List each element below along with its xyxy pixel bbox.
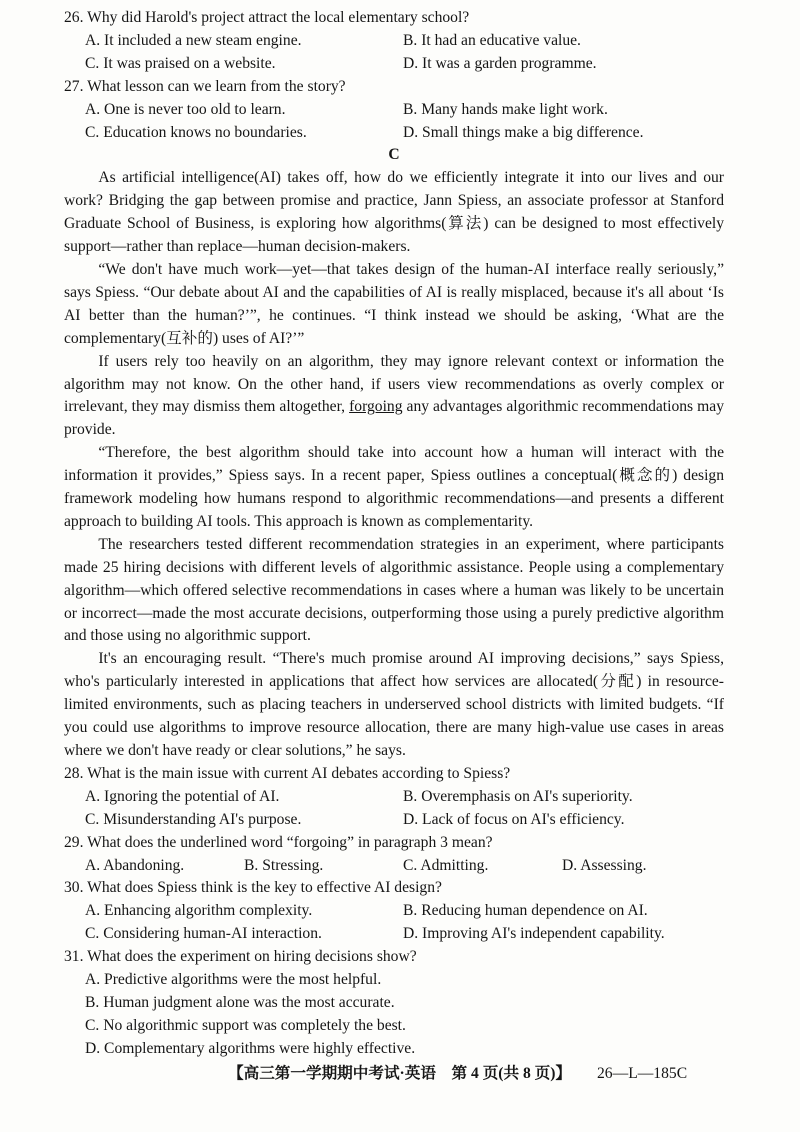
question-stem: 31. What does the experiment on hiring decisions show? [64, 948, 417, 966]
paragraph-1: As artificial intelligence(AI) takes off, how do we efficiently integrate it into our lives and our work? Bridging the gap between promise and practice, Jann Spiess, an associate professor at Stanford Graduate School of Business, is exploring how algorithms(算法) can be designed to most effectively support—rather than replace—human decision-makers. [64, 169, 724, 256]
question-27 [64, 76, 724, 145]
footer-title: 【高三第一学期期中考试·英语 第 4 页(共 8 页)】 [228, 1065, 572, 1082]
text: any advantages algorithmic recommendations may provide. [64, 398, 724, 439]
option-d: D. Complementary algorithms were highly effective. [85, 1039, 416, 1057]
option-a: A. Enhancing algorithm complexity. [85, 902, 313, 920]
underlined-word: forgoing [349, 398, 403, 416]
option-b: B. Human judgment alone was the most accurate. [85, 993, 395, 1011]
footer-code: 26—L—185C [597, 1065, 688, 1082]
paragraph-5: The researchers tested different recommendation strategies in an experiment, where participants made 25 hiring decisions with different levels of algorithmic assistance. People using a complementary algorithm—which offered selective recommendations in cases where a human was likely to be uncertain or incorrect—made the most accurate decisions, outperforming those using a purely predictive algorithm and those using no algorithmic support. [64, 535, 724, 645]
question-stem: 28. What is the main issue with current AI debates according to Spiess? [64, 764, 511, 782]
option-a: A. Abandoning. [85, 856, 185, 874]
option-c: C. Admitting. [403, 856, 489, 874]
question-28 [64, 763, 724, 832]
section-heading: C [388, 146, 400, 164]
paragraph-3 [64, 351, 724, 443]
option-a: A. It included a new steam engine. [85, 31, 302, 49]
question-31 [64, 946, 724, 1061]
option-b: B. It had an educative value. [403, 31, 581, 49]
option-a: A. One is never too old to learn. [85, 100, 286, 118]
options [64, 786, 724, 832]
option-d: D. It was a garden programme. [403, 54, 597, 72]
question-stem: 29. What does the underlined word “forgoing” in paragraph 3 mean? [64, 833, 493, 851]
options [64, 99, 724, 145]
passage [64, 167, 724, 763]
option-a: A. Ignoring the potential of AI. [85, 787, 280, 805]
options [64, 969, 724, 1061]
option-a: A. Predictive algorithms were the most helpful. [85, 971, 382, 989]
question-26 [64, 7, 724, 76]
options [64, 900, 724, 946]
option-d: D. Small things make a big difference. [403, 123, 644, 141]
page-content [64, 7, 724, 1061]
option-b: B. Overemphasis on AI's superiority. [403, 787, 633, 805]
option-d: D. Lack of focus on AI's efficiency. [403, 810, 625, 828]
option-b: B. Reducing human dependence on AI. [403, 902, 648, 920]
question-stem: 27. What lesson can we learn from the story? [64, 77, 346, 95]
option-c: C. Considering human-AI interaction. [85, 925, 322, 943]
paragraph-2: “We don't have much work—yet—that takes design of the human-AI interface really seriously,” says Spiess. “Our debate about AI and the capabilities of AI is really misplaced, because it's all about ‘Is AI better than the human?’”, he continues. “I think instead we should be asking, ‘What are the complementary(互补的) uses of AI?’” [64, 260, 724, 347]
option-c: C. It was praised on a website. [85, 54, 276, 72]
paragraph-6: It's an encouraging result. “There's much promise around AI improving decisions,” says Spiess, who's particularly interested in applications that affect how services are allocated(分配) in resource-limited environments, such as placing teachers in underserved school districts with limited budgets. “If you could use algorithms to improve resource allocation, there are many high-value use cases in areas where we don't have ready or clear solutions,” he says. [64, 650, 724, 759]
question-30 [64, 877, 724, 946]
text: If users rely too heavily on an algorithm, they may ignore relevant context or information the algorithm may not know. On the other hand, if users view recommendations as overly complex or irrelevant, they may dismiss them altogether, [64, 352, 724, 416]
question-stem: 30. What does Spiess think is the key to effective AI design? [64, 879, 442, 897]
question-29 [64, 832, 724, 878]
option-d: D. Improving AI's independent capability. [403, 925, 665, 943]
option-c: C. Education knows no boundaries. [85, 123, 307, 141]
option-b: B. Many hands make light work. [403, 100, 608, 118]
options [64, 855, 724, 878]
options [64, 30, 724, 76]
option-c: C. No algorithmic support was completely the best. [85, 1016, 406, 1034]
paragraph-4: “Therefore, the best algorithm should take into account how a human will interact with the information it provides,” Spiess says. In a recent paper, Spiess outlines a conceptual(概念的) design framework modeling how humans respond to algorithmic recommendations—and presents a different approach to building AI tools. This approach is known as complementarity. [64, 444, 724, 530]
option-b: B. Stressing. [244, 856, 324, 874]
question-stem: 26. Why did Harold's project attract the local elementary school? [64, 9, 470, 26]
option-d: D. Assessing. [562, 856, 647, 874]
option-c: C. Misunderstanding AI's purpose. [85, 810, 302, 828]
